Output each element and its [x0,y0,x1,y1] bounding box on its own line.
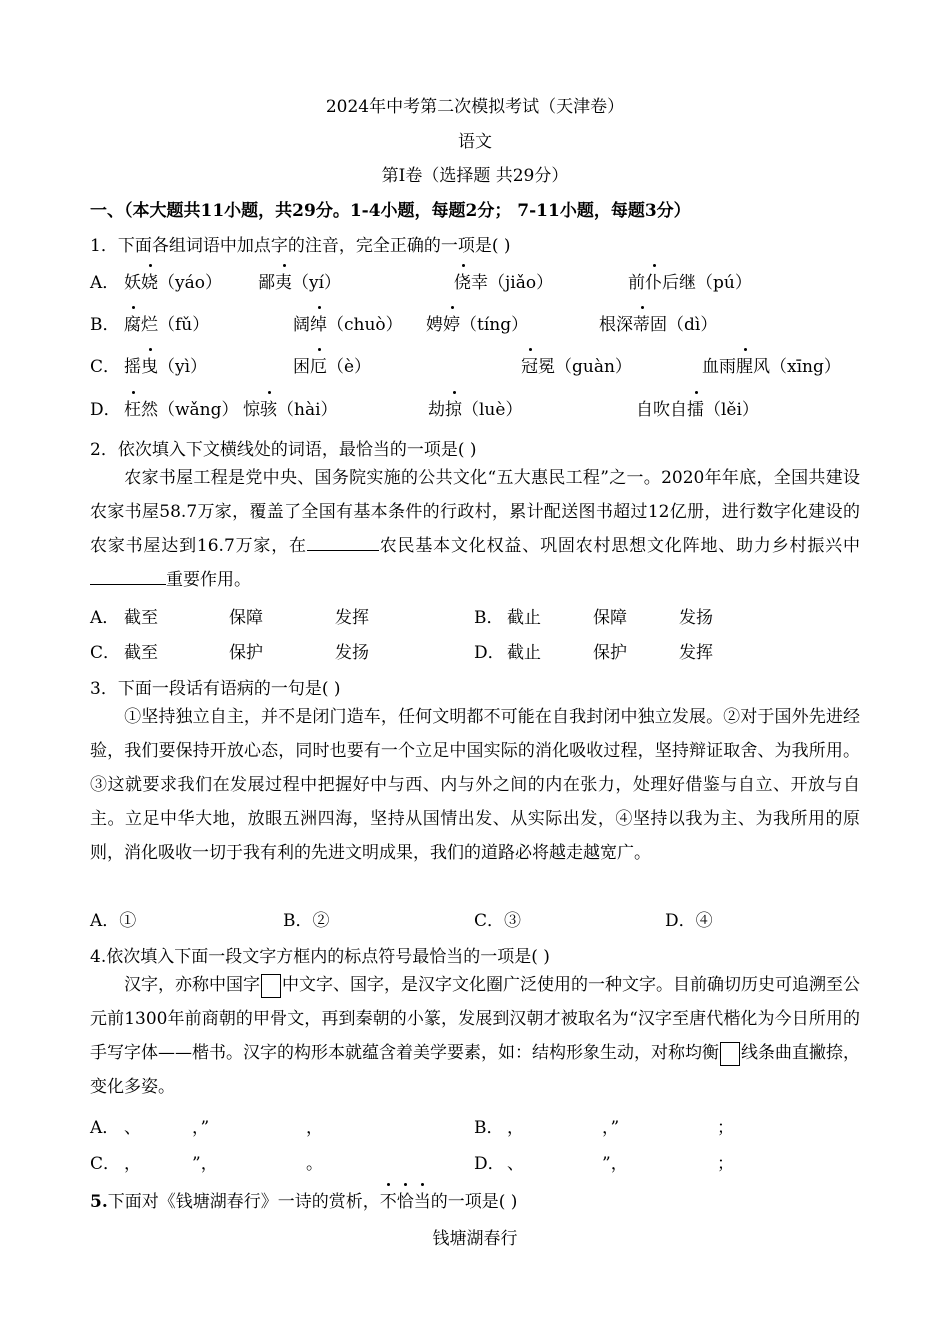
dotted-char: 恰 [397,1187,414,1212]
word-item: 劫掠（luè） [428,395,522,420]
exam-title: 2024年中考第二次模拟考试（天津卷） [325,97,625,117]
word-item: 惊骇（hài） [243,395,338,420]
word-item: 腐烂（fǔ） [124,310,209,335]
q3-option-d[interactable]: D．④ [665,911,713,931]
word-item: 冠冕（guàn） [521,352,632,377]
word-item: 娉婷（tíng） [426,310,528,335]
word-item: 困厄（è） [293,352,371,377]
q3-stem: 3．下面一段话有语病的一句是( ) [90,679,341,699]
word-item: 妖娆（yáo） [124,268,222,293]
word-item: 摇曳（yì） [124,352,207,377]
q3-option-c[interactable]: C．③ [474,911,522,931]
word-item: 自吹自擂（lěi） [636,395,759,420]
option-label: C． [90,357,121,377]
exam-page: 2024年中考第二次模拟考试（天津卷） 语文 第Ⅰ卷（选择题 共29分） 一、（本大题共11小题，共29分。1-4小题，每题2分； 7-11小题，每题3分） 1．下面各组词语中加点字的注音，完全正确的一项是( ) A． 妖娆（yáo） 鄙夷（yí） 侥幸（jiǎo） 前仆后继（pú） B． 腐烂（fǔ） 阔绰（chuò） 娉婷（tíng） 根深蒂固（dì） C． 摇曳（yì） 困厄（è） 冠冕（guàn） 血雨腥风（xīng） D． 枉然（wǎng） 惊骇（hài） 劫掠（luè） 自吹自擂（lěi） 2．依次填入下文横线处的词语，最恰当的一项是( ) 农家书屋工程是党中央、国务院实施的公共文化“五大惠民工程”之一。2020年年底，全国共建设农家书屋58.7万家，覆盖了全国有基本条件的行政村，累计配送图书超过12亿册，进行数字化建设的农家书屋达到16.7万家，在 农民基本文化权益、巩固农村思想文化阵地、助力乡村振兴中重要作用。 A． 截至 保障 发挥 B． 截止 保障 发扬 C． 截至 保护 发扬 D． 截止 保护 发挥 3．下面一段话有语病的一句是( ) ①坚持独立自主，并不是闭门造车，任何文明都不可能在自我封闭中独立发展。②对于国外先进经验，我们要保持开放心态，同时也要有一个立足中国实际的消化吸收过程，坚持辩证取舍、为我所用。③这就要求我们在发展过程中把握好中与西、内与外之间的内在张力，处理好借鉴与自立、开放与自主。立足中华大地，放眼五洲四海，坚持从国情出发、从实际出发，④坚持以我为主、为我所用的原则，消化吸收一切于我有利的先进文明成果，我们的道路必将越走越宽广。 A．① B．② C．③ D．④ 4.依次填入下面一段文字方框内的标点符号最恰当的一项是( ) 汉字，亦称中国字 中文字、国字，是汉字文化圈广泛使用的一种文字。目前确切历史可追溯至公元前1300年前商朝的甲骨文，再到秦朝的小篆，发展到汉朝才被取名为“汉字至唐代楷化为今日所用的手写字体——楷书。汉字的构形本就蕴含着美学要素，如：结构形象生动，对称均衡 线条曲直撇捺，变化多姿。 A． 、 ，” ， B． ， ，” ； C． ， ”， 。 D． 、 ”， ； 5.下面对《钱塘湖春行》一诗的赏析，不恰当的一项是( ) 钱塘湖春行 [0,0,950,1344]
q3-passage: ①坚持独立自主，并不是闭门造车，任何文明都不可能在自我封闭中独立发展。②对于国外先进经验，我们要保持开放心态，同时也要有一个立足中国实际的消化吸收过程，坚持辩证取舍、为我所用。③这就要求我们在发展过程中把握好中与西、内与外之间的内在张力，处理好借鉴与自立、开放与自主。立足中华大地，放眼五洲四海，坚持从国情出发、从实际出发，④坚持以我为主、为我所用的原则，消化吸收一切于我有利的先进文明成果，我们的道路必将越走越宽广。 [90,707,860,863]
word-item: 血雨腥风（xīng） [702,352,841,377]
fill-blank[interactable] [90,566,166,585]
punctuation-box[interactable] [261,974,281,998]
fill-blank[interactable] [307,532,379,551]
subject-title: 语文 [458,132,492,152]
option-label: B． [90,315,120,335]
q1-stem: 1．下面各组词语中加点字的注音，完全正确的一项是( ) [90,236,511,256]
q2-stem: 2．依次填入下文横线处的词语，最恰当的一项是( ) [90,440,477,460]
section-heading: 一、（本大题共11小题，共29分。1-4小题，每题2分； 7-11小题，每题3分） [90,201,691,221]
word-item: 阔绰（chuò） [293,310,403,335]
q2-passage: 农家书屋工程是党中央、国务院实施的公共文化“五大惠民工程”之一。2020年年底，全国共建设农家书屋58.7万家，覆盖了全国有基本条件的行政村，累计配送图书超过12亿册，进行数字化建设的农家书屋达到16.7万家，在 农民基本文化权益、巩固农村思想文化阵地、助力乡村振兴中重要作用。 [90,468,860,590]
q3-option-b[interactable]: B．② [283,911,330,931]
emphasis-dotted-text [380,1192,431,1212]
q4-stem: 4.依次填入下面一段文字方框内的标点符号最恰当的一项是( ) [90,947,550,967]
q3-option-a[interactable]: A．① [90,911,137,931]
option-label: A． [90,273,120,293]
q5-stem: 5.下面对《钱塘湖春行》一诗的赏析，不恰当的一项是( ) [90,1187,517,1212]
word-item: 侥幸（jiǎo） [454,268,553,293]
q4-passage: 汉字，亦称中国字 中文字、国字，是汉字文化圈广泛使用的一种文字。目前确切历史可追溯至公元前1300年前商朝的甲骨文，再到秦朝的小篆，发展到汉朝才被取名为“汉字至唐代楷化为今日所用的手写字体——楷书。汉字的构形本就蕴含着美学要素，如：结构形象生动，对称均衡 线条曲直撇捺，变化多姿。 [90,975,860,1097]
word-item: 前仆后继（pú） [628,268,752,293]
word-item: 根深蒂固（dì） [599,310,717,335]
option-label: D． [90,400,121,420]
word-item: 鄙夷（yí） [258,268,341,293]
part-title: 第Ⅰ卷（选择题 共29分） [381,166,569,186]
word-item: 枉然（wǎng） [124,395,239,420]
poem-title: 钱塘湖春行 [432,1229,518,1249]
dotted-char: 不 [380,1187,397,1212]
dotted-char: 当 [414,1187,431,1212]
punctuation-box[interactable] [720,1042,740,1066]
